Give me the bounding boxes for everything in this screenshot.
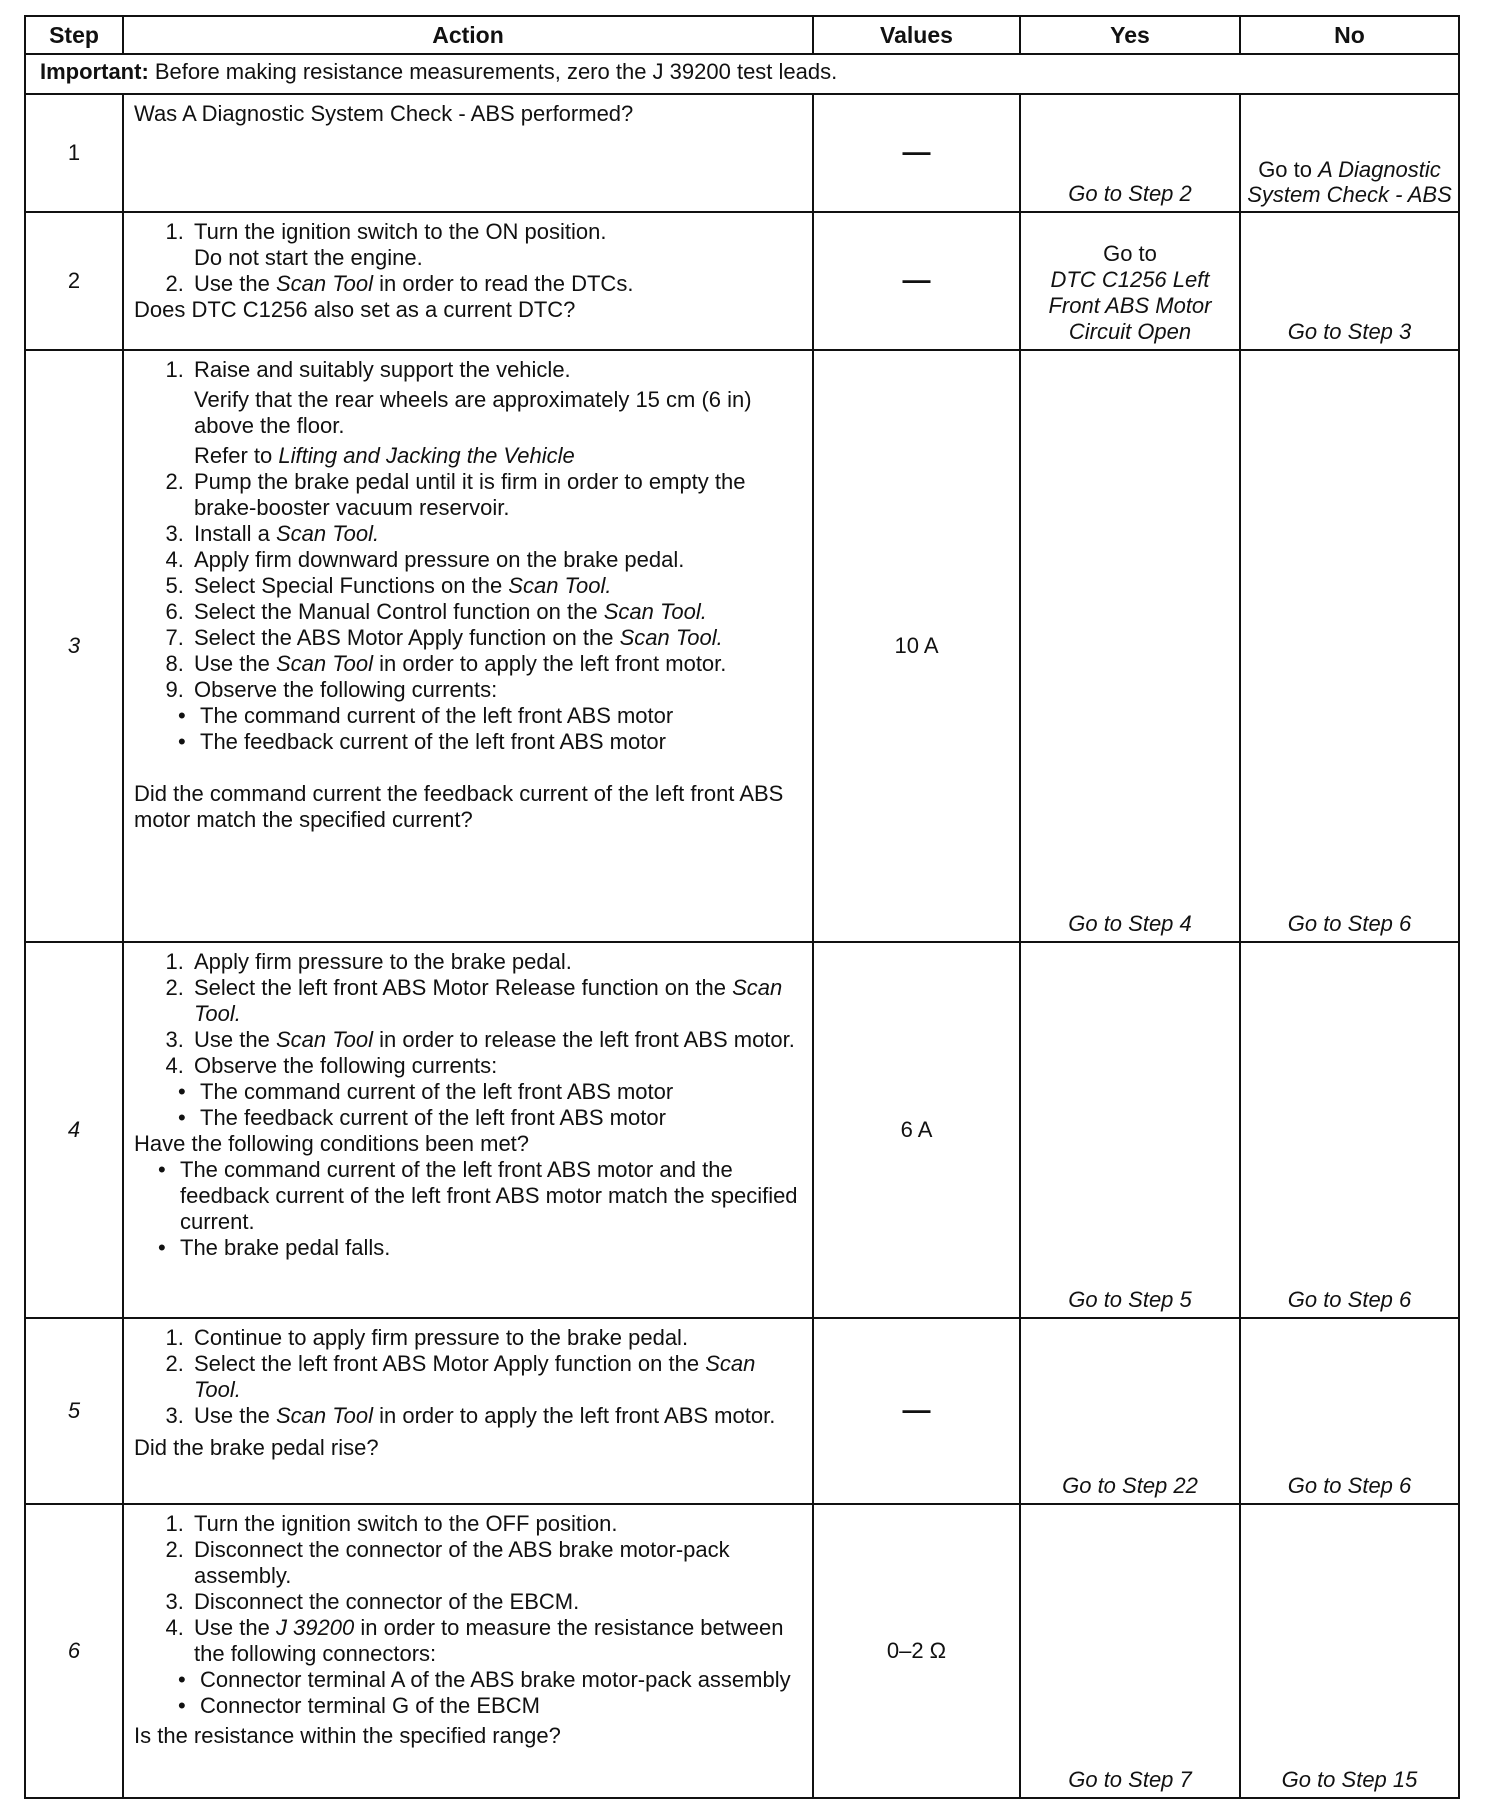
yes-cell: Go to Step 4 — [1020, 350, 1240, 942]
value-cell: 6 A — [813, 942, 1020, 1318]
table-row — [25, 212, 1459, 350]
diagnostic-table — [24, 15, 1460, 1799]
bullet-item: • Connector terminal A of the ABS brake motor-pack assembly — [200, 1667, 802, 1693]
step-number: 4 — [25, 942, 123, 1318]
header-no: No — [1240, 16, 1459, 54]
step-number: 2 — [25, 212, 123, 350]
condition-item: • The command current of the left front ABS motor and the feedback current of the left front ABS motor match the specified current. — [180, 1157, 802, 1235]
action-item: 3. Install a Scan Tool. — [190, 521, 802, 547]
question: Was A Diagnostic System Check - ABS performed? — [134, 101, 634, 126]
header-yes: Yes — [1020, 16, 1240, 54]
no-cell: Go to Step 6 — [1240, 1318, 1459, 1504]
action-item: 8. Use the Scan Tool in order to apply the left front motor. — [190, 651, 802, 677]
question: Does DTC C1256 also set as a current DTC? — [134, 297, 576, 322]
header-values: Values — [813, 16, 1020, 54]
action-item: 1. Continue to apply firm pressure to the brake pedal. — [190, 1325, 802, 1351]
yes-cell: Go to DTC C1256 Left Front ABS Motor Circuit Open — [1020, 212, 1240, 350]
table-row — [25, 1504, 1459, 1798]
action-item: 1. Apply firm pressure to the brake pedal. — [190, 949, 802, 975]
action-item: 4. Apply firm downward pressure on the brake pedal. — [190, 547, 802, 573]
yes-cell: Go to Step 2 — [1020, 94, 1240, 212]
question: Have the following conditions been met? — [134, 1131, 530, 1156]
action-item: 2. Use the Scan Tool in order to read the DTCs. — [190, 271, 802, 297]
header-row — [25, 16, 1459, 54]
table-row — [25, 1318, 1459, 1504]
important-note — [25, 54, 1459, 94]
action-cell — [123, 212, 813, 350]
action-item: 1. Turn the ignition switch to the ON position. Do not start the engine. — [190, 219, 802, 271]
action-item: 3. Use the Scan Tool in order to release the left front ABS motor. — [190, 1027, 802, 1053]
bullet-item: • The feedback current of the left front ABS motor — [200, 1105, 802, 1131]
action-cell — [123, 1318, 813, 1504]
no-cell: Go to Step 6 — [1240, 350, 1459, 942]
action-item: 3. Disconnect the connector of the EBCM. — [190, 1589, 802, 1615]
bullet-item: • Connector terminal G of the EBCM — [200, 1693, 802, 1719]
action-item: 2. Disconnect the connector of the ABS brake motor-pack assembly. — [190, 1537, 802, 1589]
action-cell — [123, 350, 813, 942]
header-step: Step — [25, 16, 123, 54]
no-cell: Go to Step 6 — [1240, 942, 1459, 1318]
no-cell: Go to Step 15 — [1240, 1504, 1459, 1798]
value-cell: — — [813, 94, 1020, 212]
action-item: 2. Select the left front ABS Motor Apply function on the Scan Tool. — [190, 1351, 802, 1403]
action-item: 7. Select the ABS Motor Apply function on the Scan Tool. — [190, 625, 802, 651]
action-cell — [123, 942, 813, 1318]
step-number: 5 — [25, 1318, 123, 1504]
question: Is the resistance within the specified range? — [134, 1723, 561, 1748]
table-row — [25, 942, 1459, 1318]
action-item: 4. Use the J 39200 in order to measure the resistance between the following connectors: — [190, 1615, 802, 1667]
action-item: 3. Use the Scan Tool in order to apply the left front ABS motor. — [190, 1403, 802, 1429]
action-item: 9. Observe the following currents: — [190, 677, 802, 703]
value-cell: — — [813, 1318, 1020, 1504]
question: Did the brake pedal rise? — [134, 1435, 379, 1460]
value-cell: 10 A — [813, 350, 1020, 942]
bullet-item: • The command current of the left front ABS motor — [200, 703, 802, 729]
step-number: 3 — [25, 350, 123, 942]
step-number: 6 — [25, 1504, 123, 1798]
action-item: 2. Pump the brake pedal until it is firm in order to empty the brake-booster vacuum reservoir. — [190, 469, 802, 521]
bullet-item: • The feedback current of the left front ABS motor — [200, 729, 802, 755]
table-row — [25, 94, 1459, 212]
action-cell — [123, 94, 813, 212]
bullet-item: • The command current of the left front ABS motor — [200, 1079, 802, 1105]
action-item: 1. Raise and suitably support the vehicle. Verify that the rear wheels are approximately 15 cm (6 in) above the floor. Refer to Lifting and Jacking the Vehicle — [190, 357, 802, 469]
action-item: 6. Select the Manual Control function on the Scan Tool. — [190, 599, 802, 625]
yes-cell: Go to Step 22 — [1020, 1318, 1240, 1504]
important-label: Important: — [40, 59, 149, 84]
question: Did the command current the feedback current of the left front ABS motor match the specified current? — [134, 781, 784, 832]
condition-item: • The brake pedal falls. — [180, 1235, 802, 1261]
action-cell — [123, 1504, 813, 1798]
yes-cell: Go to Step 5 — [1020, 942, 1240, 1318]
action-item: 1. Turn the ignition switch to the OFF position. — [190, 1511, 802, 1537]
table-row — [25, 350, 1459, 942]
yes-cell: Go to Step 7 — [1020, 1504, 1240, 1798]
no-cell: Go to Step 3 — [1240, 212, 1459, 350]
no-cell: Go to A Diagnostic System Check - ABS — [1240, 94, 1459, 212]
value-cell: 0–2 Ω — [813, 1504, 1020, 1798]
action-item: 2. Select the left front ABS Motor Release function on the Scan Tool. — [190, 975, 802, 1027]
step-number: 1 — [25, 94, 123, 212]
action-item: 5. Select Special Functions on the Scan Tool. — [190, 573, 802, 599]
action-item: 4. Observe the following currents: — [190, 1053, 802, 1079]
important-row — [25, 54, 1459, 94]
important-text: Before making resistance measurements, zero the J 39200 test leads. — [148, 59, 838, 84]
value-cell: — — [813, 212, 1020, 350]
header-action: Action — [123, 16, 813, 54]
